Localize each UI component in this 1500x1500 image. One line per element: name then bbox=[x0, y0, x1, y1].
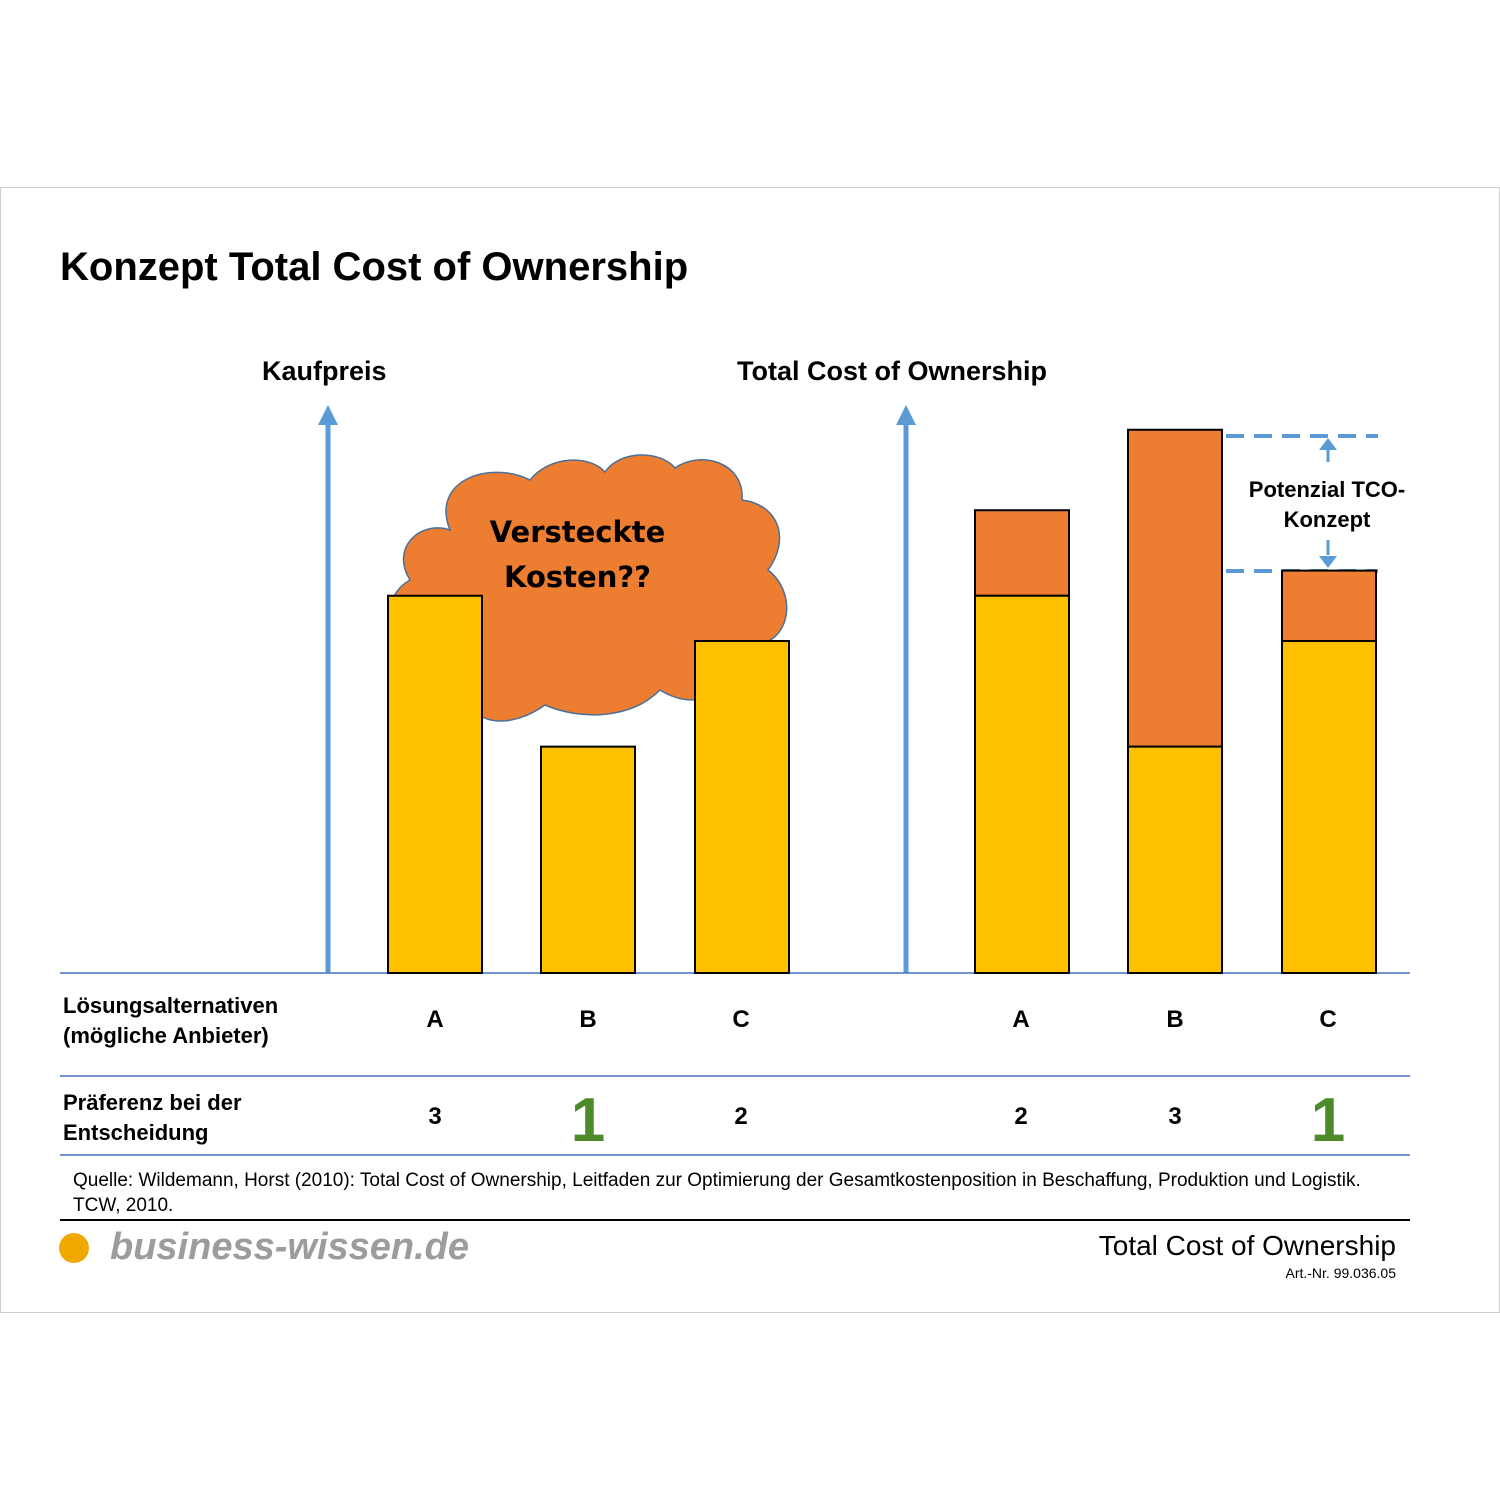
right-preference: 2 bbox=[1014, 1103, 1028, 1130]
purchase-segment-b bbox=[1128, 747, 1222, 973]
left-alt-label: C bbox=[732, 1006, 750, 1033]
purchase-bar-a bbox=[388, 596, 482, 973]
purchase-segment-a bbox=[975, 596, 1069, 973]
left-y-axis bbox=[318, 405, 338, 973]
left-alt-label: B bbox=[579, 1006, 597, 1033]
hidden-cost-segment-a bbox=[975, 510, 1069, 596]
right-chart-heading: Total Cost of Ownership bbox=[737, 356, 1047, 386]
footer-article-number: Art.-Nr. 99.036.05 bbox=[1285, 1265, 1396, 1281]
hidden-cost-segment-b bbox=[1128, 430, 1222, 747]
right-alt-label: B bbox=[1166, 1006, 1184, 1033]
right-alt-label: A bbox=[1012, 1006, 1030, 1033]
purchase-segment-c bbox=[1282, 641, 1376, 973]
left-preference: 3 bbox=[428, 1103, 442, 1130]
logo-dot bbox=[59, 1233, 89, 1263]
right-preference-best: 1 bbox=[1310, 1086, 1346, 1155]
right-y-axis bbox=[896, 405, 916, 973]
preference-row-label: Präferenz bei der Entscheidung bbox=[63, 1090, 242, 1145]
alternatives-row-label: Lösungsalternativen (mögliche Anbieter) bbox=[63, 993, 279, 1048]
purchase-bar-c bbox=[695, 641, 789, 973]
cloud-label: Versteckte Kosten?? bbox=[489, 515, 666, 594]
left-chart-heading: Kaufpreis bbox=[262, 356, 387, 386]
potential-label: Potenzial TCO-Konzept bbox=[1248, 477, 1406, 532]
footer-title: Total Cost of Ownership bbox=[1098, 1230, 1396, 1261]
left-preference-best: 1 bbox=[570, 1086, 606, 1155]
left-alt-label: A bbox=[426, 1006, 444, 1033]
logo-text: business-wissen.de bbox=[110, 1226, 470, 1268]
right-preference: 3 bbox=[1168, 1103, 1182, 1130]
right-alt-label: C bbox=[1319, 1006, 1337, 1033]
hidden-cost-segment-c bbox=[1282, 571, 1376, 641]
page-title: Konzept Total Cost of Ownership bbox=[60, 245, 689, 289]
source-citation: Quelle: Wildemann, Horst (2010): Total Cost of Ownership, Leitfaden zur Optimierung der Gesamtkostenposition in Beschaffung, Produktion und Logistik. TCW, 2010. bbox=[73, 1170, 1361, 1216]
purchase-bar-b bbox=[541, 747, 635, 973]
left-preference: 2 bbox=[734, 1103, 748, 1130]
